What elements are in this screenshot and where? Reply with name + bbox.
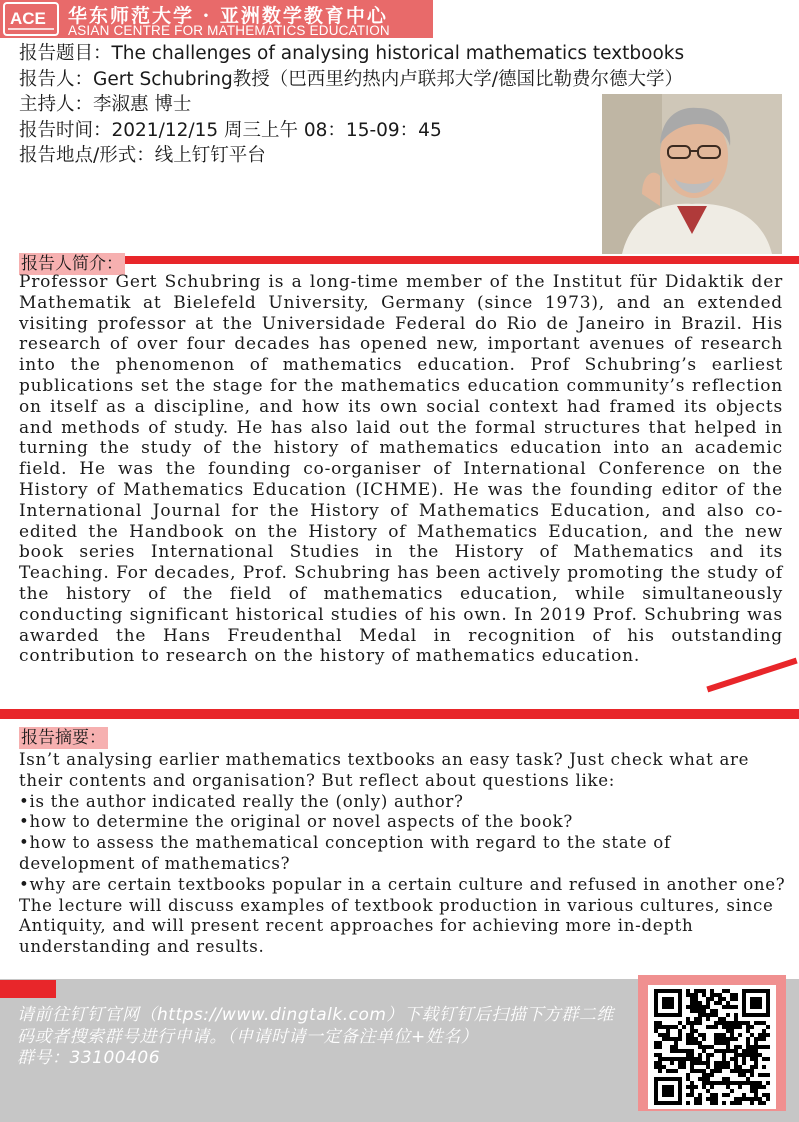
bio-divider [100, 256, 799, 264]
abstract-bullet: •is the author indicated really the (only) author? [19, 791, 464, 811]
host: 主持人：李淑惠 博士 [19, 94, 192, 115]
abstract-closing: The lecture will discuss examples of textbook production in various cultures, since Antiquity, and will present recent approaches for achieving more in-depth understanding and results. [19, 895, 774, 957]
talk-time: 报告时间：2021/12/15 周三上午 08：15-09：45 [19, 119, 442, 141]
org-name-cn: 华东师范大学 · 亚洲数学教育中心 [68, 5, 388, 27]
group-number: 群号：33100406 [17, 1048, 161, 1068]
abstract-label: 报告摘要： [21, 728, 106, 748]
abstract-text [19, 750, 789, 958]
join-instructions: 请前往钉钉官网（https://www.dingtalk.com）下载钉钉后扫描下方群二维码或者搜索群号进行申请。（申请时请一定备注单位+姓名） [17, 1005, 614, 1047]
talk-meta [19, 41, 684, 169]
speaker-photo [602, 94, 782, 254]
footer-instructions [17, 1005, 617, 1070]
section-divider [0, 709, 799, 719]
abstract-bullet: •how to assess the mathematical conception with regard to the state of development of mathematics? [19, 833, 671, 873]
svg-text:ACE: ACE [10, 9, 46, 28]
talk-venue: 报告地点/形式：线上钉钉平台 [19, 145, 266, 166]
talk-title: 报告题目：The challenges of analysing historical mathematics textbooks [19, 43, 685, 64]
ecnu-logo-icon [3, 2, 59, 36]
abstract-bullet: •why are certain textbooks popular in a certain culture and refused in another one? [19, 874, 786, 894]
header-banner [0, 0, 433, 38]
org-name-en: ASIAN CENTRE FOR MATHEMATICS EDUCATION [68, 23, 390, 38]
abstract-bullet: •how to determine the original or novel aspects of the book? [19, 812, 573, 832]
footer-accent [0, 980, 56, 998]
abstract-intro: Isn’t analysing earlier mathematics textbooks an easy task? Just check what are their contents and organisation? But reflect about questions like: [19, 750, 750, 790]
bio-text: Professor Gert Schubring is a long-time member of the Institut für Didaktik der Mathematik at Bielefeld University, Germany (since 1973), and an extended visiting professor at the Universidade Federal do Rio de Janeiro in Brazil. His research of over four decades has opened new, important avenues of research into the phenomenon of mathematics education. Prof Schubring’s earliest publications set the stage for the mathematics education community’s reflection on itself as a discipline, and how its own social context had framed its objects and methods of study. He has also laid out the formal structures that helped in turning the study of the history of mathematics education into an academic field. He was the founding co-organiser of International Conference on the History of Mathematics Education (ICHME). He was the founding editor of the International Journal for the History of Mathematics Education, and also co-edited the Handbook on the History of Mathematics Education, and the new book series International Studies in the History of Mathematics and its Teaching. For decades, Prof. Schubring has been actively promoting the study of the history of the field of mathematics education, while simultaneously conducting significant historical studies of his own. In 2019 Prof. Schubring was awarded the Hans Freudenthal Medal in recognition of his outstanding contribution to research on the history of mathematics education. [19, 272, 783, 667]
speaker: 报告人：Gert Schubring教授（巴西里约热内卢联邦大学/德国比勒费尔德大学） [19, 68, 684, 90]
qr-code-icon[interactable] [648, 985, 776, 1109]
bio-label: 报告人简介： [21, 254, 123, 274]
